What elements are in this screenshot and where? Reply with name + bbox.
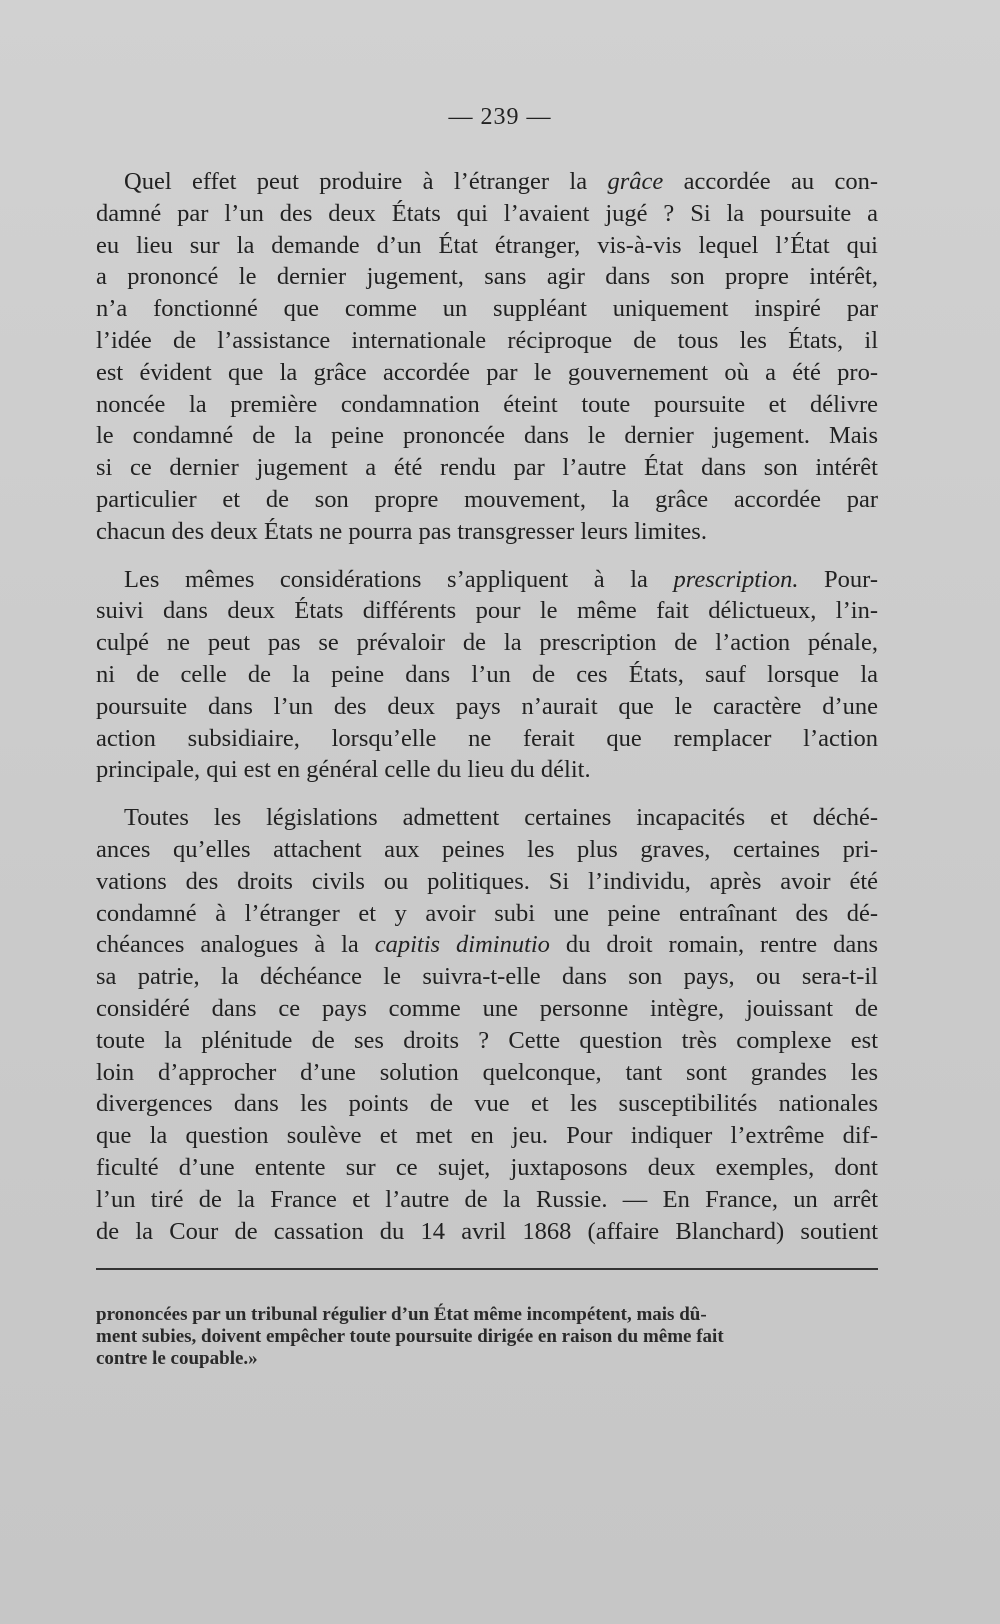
text-line: suivi dans deux États différents pour le même fait délictueux, l’in- [96, 597, 878, 625]
text-line: particulier et de son propre mouvement, la grâce accordée par [96, 485, 878, 513]
footnote-line: ment subies, doivent empêcher toute poursuite dirigée en raison du même fait [96, 1326, 724, 1347]
text-line: ficulté d’une entente sur ce sujet, juxtaposons deux exemples, dont [96, 1153, 878, 1181]
paragraph-gap [96, 548, 878, 564]
text-line: principale, qui est en général celle du lieu du délit. [96, 756, 591, 784]
text-line: chacun des deux États ne pourra pas transgresser leurs limites. [96, 517, 707, 545]
text-line: divergences dans les points de vue et les susceptibilités nationales [96, 1090, 878, 1118]
text-line: n’a fonctionné que comme un suppléant uniquement inspiré par [96, 295, 878, 323]
text-line: poursuite dans l’un des deux pays n’aurait que le caractère d’une [96, 692, 878, 720]
text-line: si ce dernier jugement a été rendu par l’autre État dans son intérêt [96, 454, 878, 482]
text-line [96, 166, 878, 198]
text-line: loin d’approcher d’une solution quelconque, tant sont grandes les [96, 1058, 878, 1086]
text-line: l’idée de l’assistance internationale réciproque de tous les États, il [96, 326, 878, 354]
text-line: condamné à l’étranger et y avoir subi une peine entraînant des dé- [96, 899, 878, 927]
text-line [96, 564, 878, 596]
text-line: Toutes les législations admettent certaines incapacités et déché- [124, 804, 878, 832]
text-segment: Les mêmes considérations s’appliquent à la [124, 565, 674, 593]
italic-term: prescription. [673, 565, 799, 593]
text-segment: chéances analogues à la [96, 931, 375, 959]
text-line: toute la plénitude de ses droits ? Cette question très complexe est [96, 1026, 878, 1054]
text-segment: Pour- [798, 565, 879, 593]
text-line: que la question soulève et met en jeu. Pour indiquer l’extrême dif- [96, 1122, 878, 1150]
text-line: a prononcé le dernier jugement, sans agir dans son propre intérêt, [96, 263, 878, 291]
text-line: est évident que la grâce accordée par le gouvernement où a été pro- [96, 358, 878, 386]
italic-term: grâce [607, 168, 664, 195]
text-line: damné par l’un des deux États qui l’avaient jugé ? Si la poursuite a [96, 199, 878, 227]
footnote [96, 1304, 896, 1370]
text-line: ances qu’elles attachent aux peines les plus graves, certaines pri- [96, 835, 878, 863]
page-number: — 239 — [448, 104, 552, 130]
text-line: noncée la première condamnation éteint toute poursuite et délivre [96, 390, 878, 418]
text-segment: Quel effet peut produire à l’étranger la [124, 168, 608, 195]
text-line: eu lieu sur la demande d’un État étranger, vis-à-vis lequel l’État qui [96, 231, 878, 259]
body-text [96, 166, 878, 1247]
text-line [96, 929, 878, 961]
text-line: l’un tiré de la France et l’autre de la Russie. — En France, un arrêt [96, 1185, 878, 1213]
text-line: vations des droits civils ou politiques. Si l’individu, après avoir été [96, 867, 878, 895]
text-line: culpé ne peut pas se prévaloir de la prescription de l’action pénale, [96, 629, 878, 657]
text-segment: du droit romain, rentre dans [549, 931, 879, 959]
text-segment: accordée au con- [663, 168, 878, 195]
italic-term: capitis diminutio [374, 931, 550, 959]
footnote-line: contre le coupable.» [96, 1348, 258, 1369]
text-line: action subsidiaire, lorsqu’elle ne ferait que remplacer l’action [96, 724, 878, 752]
text-line: de la Cour de cassation du 14 avril 1868 (affaire Blanchard) soutient [96, 1217, 878, 1245]
footnote-line: prononcées par un tribunal régulier d’un État même incompétent, mais dû- [96, 1304, 707, 1325]
paragraph-gap [96, 786, 878, 802]
text-line: ni de celle de la peine dans l’un de ces États, sauf lorsque la [96, 660, 878, 688]
text-line: considéré dans ce pays comme une personne intègre, jouissant de [96, 994, 878, 1022]
text-line: sa patrie, la déchéance le suivra-t-elle dans son pays, ou sera-t-il [96, 963, 878, 991]
footnote-separator [96, 1268, 878, 1270]
text-line: le condamné de la peine prononcée dans le dernier jugement. Mais [96, 422, 878, 450]
